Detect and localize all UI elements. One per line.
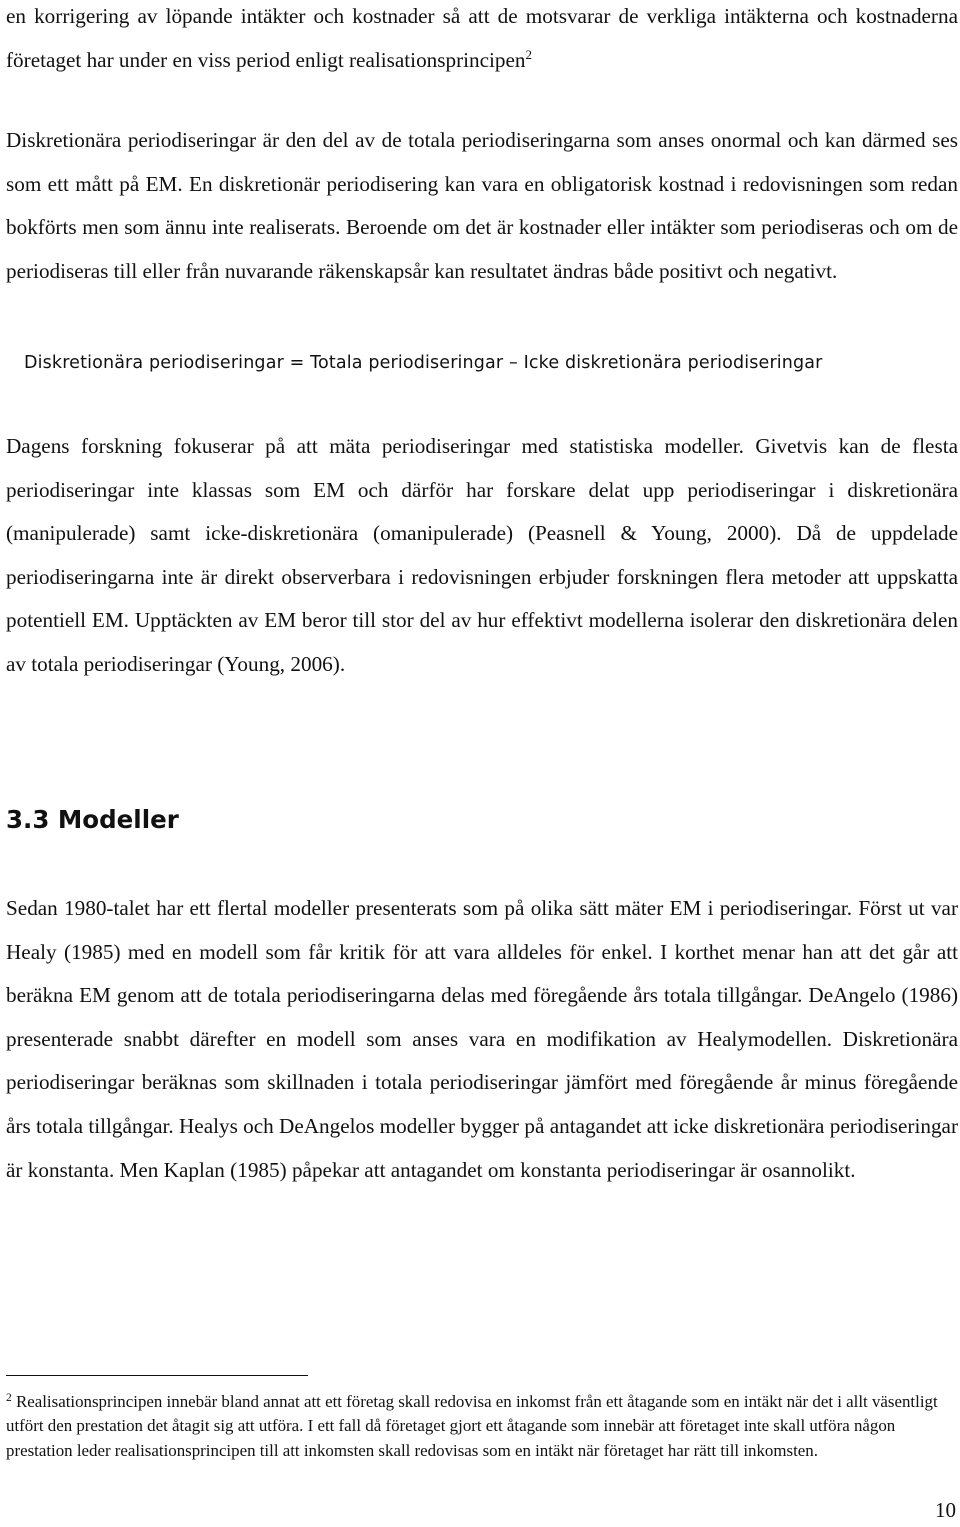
paragraph-realisation-text: en korrigering av löpande intäkter och kostnader så att de motsvarar de verkliga intäkterna och kostnaderna företaget har under en viss period enligt realisationsprincipen xyxy=(6,4,958,72)
paragraph-discretionary-accruals: Diskretionära periodiseringar är den del av de totala periodiseringarna som anses onormal och kan därmed ses som ett mått på EM. En diskretionär periodisering kan vara en obligatorisk kostnad i redovisningen som redan bokförts men som ännu inte realiserats. Beroende om det är kostnader eller intäkter som periodiseras och om de periodiseras till eller från nuvarande räkenskapsår kan resultatet ändras både positivt och negativt. xyxy=(6,128,958,283)
footnote-reference: 2 xyxy=(525,46,533,62)
section-heading: 3.3 Modeller xyxy=(6,805,179,834)
paragraph-realisation xyxy=(6,0,958,82)
footnote-mark: 2 xyxy=(6,1392,12,1404)
footnote-text: Realisationsprincipen innebär bland annat att ett företag skall redovisa en inkomst från ett åtagande som en intäkt när det i allt väsentligt utfört den prestation det åtagit sig att utföra. I ett fall då företaget gjort ett åtagande som innebär att företaget inte skall utföra någon prestation leder realisationsprincipen till att inkomsten skall redovisas som en intäkt när företaget har rätt till inkomsten. xyxy=(6,1392,938,1460)
footnote xyxy=(6,1390,946,1463)
paragraph-models: Sedan 1980-talet har ett flertal modeller presenterats som på olika sätt mäter EM i periodiseringar. Först ut var Healy (1985) med en modell som får kritik för att vara alldeles för enkel. I korthet menar han att det går att beräkna EM genom att de totala periodiseringarna delas med föregående års totala tillgångar. DeAngelo (1986) presenterade snabbt därefter en modell som anses vara en modifikation av Healymodellen. Diskretionära periodiseringar beräknas som skillnaden i totala periodiseringar jämfört med föregående år minus föregående års totala tillgångar. Healys och DeAngelos modeller bygger på antagandet att icke diskretionära periodiseringar är konstanta. Men Kaplan (1985) påpekar att antagandet om konstanta periodiseringar är osannolikt. xyxy=(6,896,958,1182)
footnote-separator xyxy=(6,1375,308,1376)
accruals-formula: Diskretionära periodiseringar = Totala periodiseringar – Icke diskretionära periodiseringar xyxy=(24,353,823,373)
page-number: 10 xyxy=(935,1498,956,1522)
paragraph-current-research: Dagens forskning fokuserar på att mäta periodiseringar med statistiska modeller. Givetvis kan de flesta periodiseringar inte klassas som EM och därför har forskare delat upp periodiseringar i diskretionära (manipulerade) samt icke-diskretionära (omanipulerade) (Peasnell & Young, 2000). Då de uppdelade periodiseringarna inte är direkt observerbara i redovisningen erbjuder forskningen flera metoder att uppskatta potentiell EM. Upptäckten av EM beror till stor del av hur effektivt modellerna isolerar den diskretionära delen av totala periodiseringar (Young, 2006). xyxy=(6,434,958,676)
